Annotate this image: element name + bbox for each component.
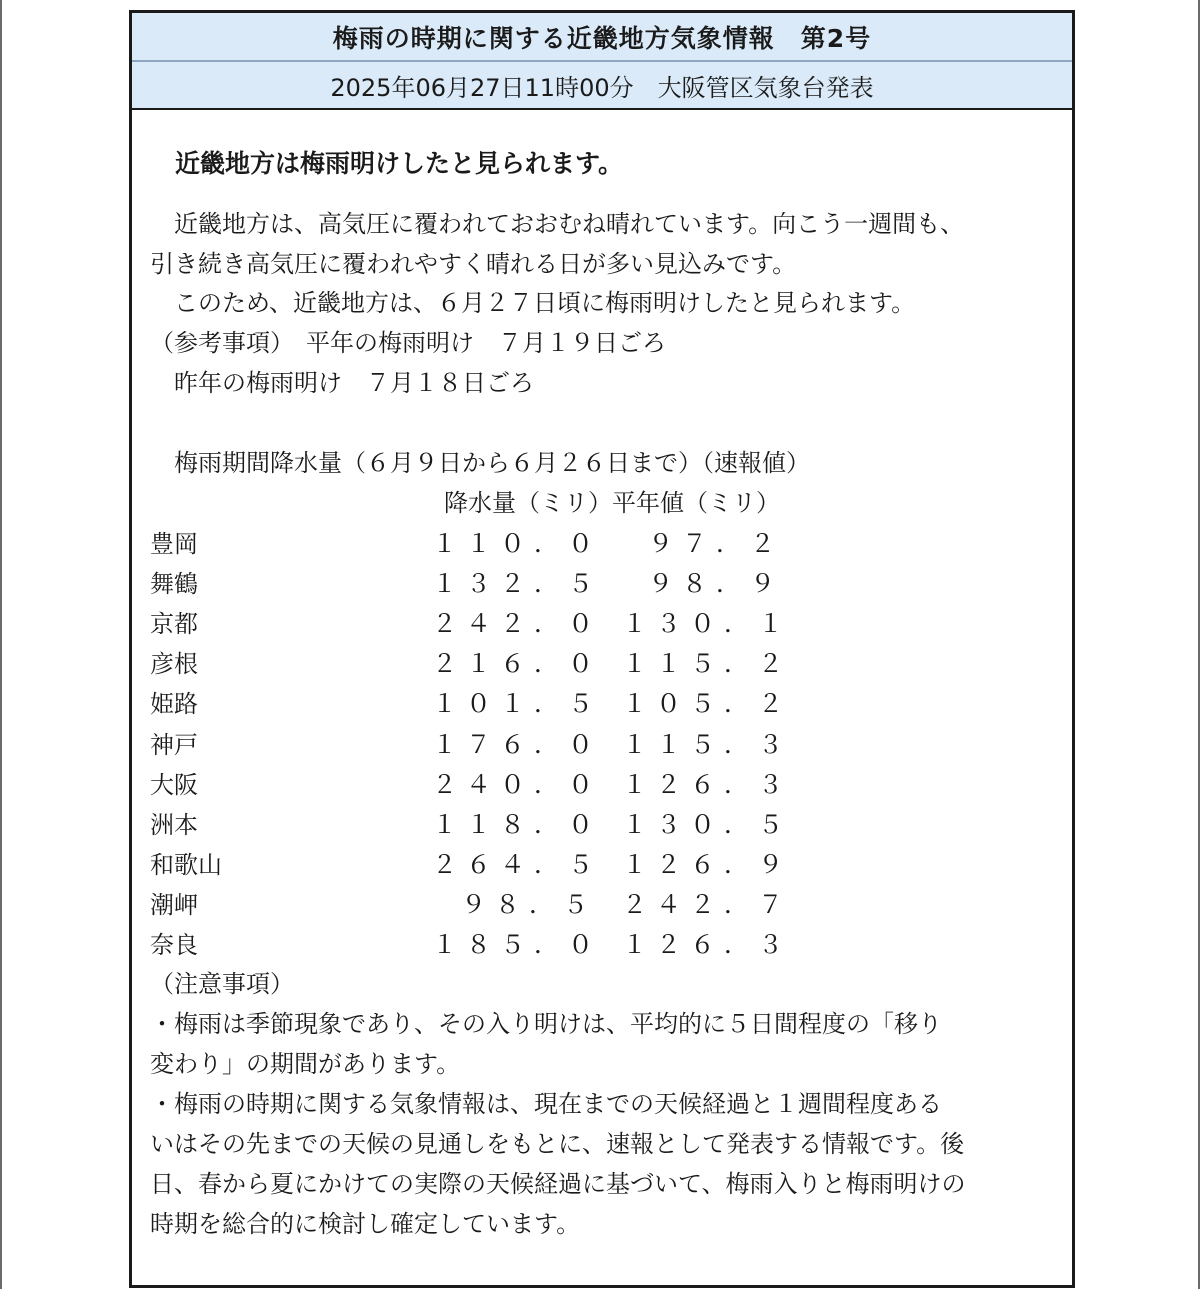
normal-value: ９７．２ — [647, 529, 784, 558]
reference-line: 昨年の梅雨明け ７月１８日ごろ — [150, 369, 534, 397]
normal-value: １３０．５ — [622, 809, 793, 839]
station-name: 豊岡 — [150, 530, 198, 558]
station-name: 大阪 — [150, 770, 198, 799]
normal-value: １０５．２ — [622, 689, 793, 719]
station-name: 舞鶴 — [150, 570, 198, 599]
note-line: 時期を総合的に検討し確定しています。 — [150, 1210, 581, 1238]
station-name: 奈良 — [150, 931, 198, 959]
normal-value: １２６．３ — [622, 769, 793, 799]
headline: 近畿地方は梅雨明けしたと見られます。 — [175, 149, 624, 178]
normal-value: １１５．２ — [622, 649, 793, 679]
normal-value: １３０．１ — [622, 609, 793, 639]
station-name: 京都 — [150, 610, 198, 639]
station-name: 神戸 — [150, 730, 198, 759]
table-caption: 梅雨期間降水量（６月９日から６月２６日まで）（速報値） — [150, 449, 810, 477]
rainfall-amount: ２１６．０ — [432, 649, 603, 679]
weather-bulletin — [129, 10, 1075, 1288]
station-name: 潮岬 — [150, 890, 198, 919]
bulletin-issued: 2025年06月27日11時00分 大阪管区気象台発表 — [132, 62, 1072, 110]
normal-value: ９８．９ — [647, 569, 784, 599]
rainfall-amount: ９８．５ — [460, 889, 597, 919]
rainfall-amount: １１０．０ — [432, 529, 603, 558]
notes-heading: （注意事項） — [150, 970, 294, 998]
note-line: いはその先までの天候の見通しをもとに、速報として発表する情報です。後 — [150, 1130, 965, 1158]
rainfall-amount: ２６４．５ — [432, 849, 603, 879]
station-name: 和歌山 — [150, 850, 222, 879]
paragraph-line: 引き続き高気圧に覆われやすく晴れる日が多い見込みです。 — [150, 250, 797, 278]
rainfall-amount: １８５．０ — [432, 930, 603, 959]
rainfall-amount: ２４０．０ — [432, 769, 603, 799]
page-edge-left — [0, 0, 2, 1289]
station-name: 姫路 — [150, 690, 198, 719]
note-line: 変わり」の期間があります。 — [150, 1050, 461, 1078]
table-column-headers: 降水量（ミリ）平年値（ミリ） — [444, 489, 780, 517]
note-line: ・梅雨は季節現象であり、その入り明けは、平均的に５日間程度の「移り — [150, 1010, 942, 1038]
note-line: 日、春から夏にかけての実際の天候経過に基づいて、梅雨入りと梅雨明けの — [150, 1170, 966, 1198]
rainfall-amount: １７６．０ — [432, 729, 603, 759]
rainfall-amount: １３２．５ — [432, 569, 603, 599]
rainfall-amount: １１８．０ — [432, 809, 603, 839]
normal-value: １２６．３ — [622, 930, 793, 959]
rainfall-amount: ２４２．０ — [432, 609, 603, 639]
normal-value: １２６．９ — [622, 849, 793, 879]
bulletin-title: 梅雨の時期に関する近畿地方気象情報 第2号 — [132, 13, 1072, 62]
paragraph-line: このため、近畿地方は、６月２７日頃に梅雨明けしたと見られます。 — [150, 289, 916, 317]
paragraph-line: 近畿地方は、高気圧に覆われておおむね晴れています。向こう一週間も、 — [150, 210, 965, 238]
normal-value: ２４２．７ — [622, 889, 793, 919]
reference-line: （参考事項） 平年の梅雨明け ７月１９日ごろ — [150, 329, 666, 357]
rainfall-amount: １０１．５ — [432, 689, 603, 719]
normal-value: １１５．３ — [622, 729, 793, 759]
station-name: 洲本 — [150, 810, 198, 839]
note-line: ・梅雨の時期に関する気象情報は、現在までの天候経過と１週間程度ある — [150, 1090, 942, 1118]
station-name: 彦根 — [150, 650, 198, 679]
